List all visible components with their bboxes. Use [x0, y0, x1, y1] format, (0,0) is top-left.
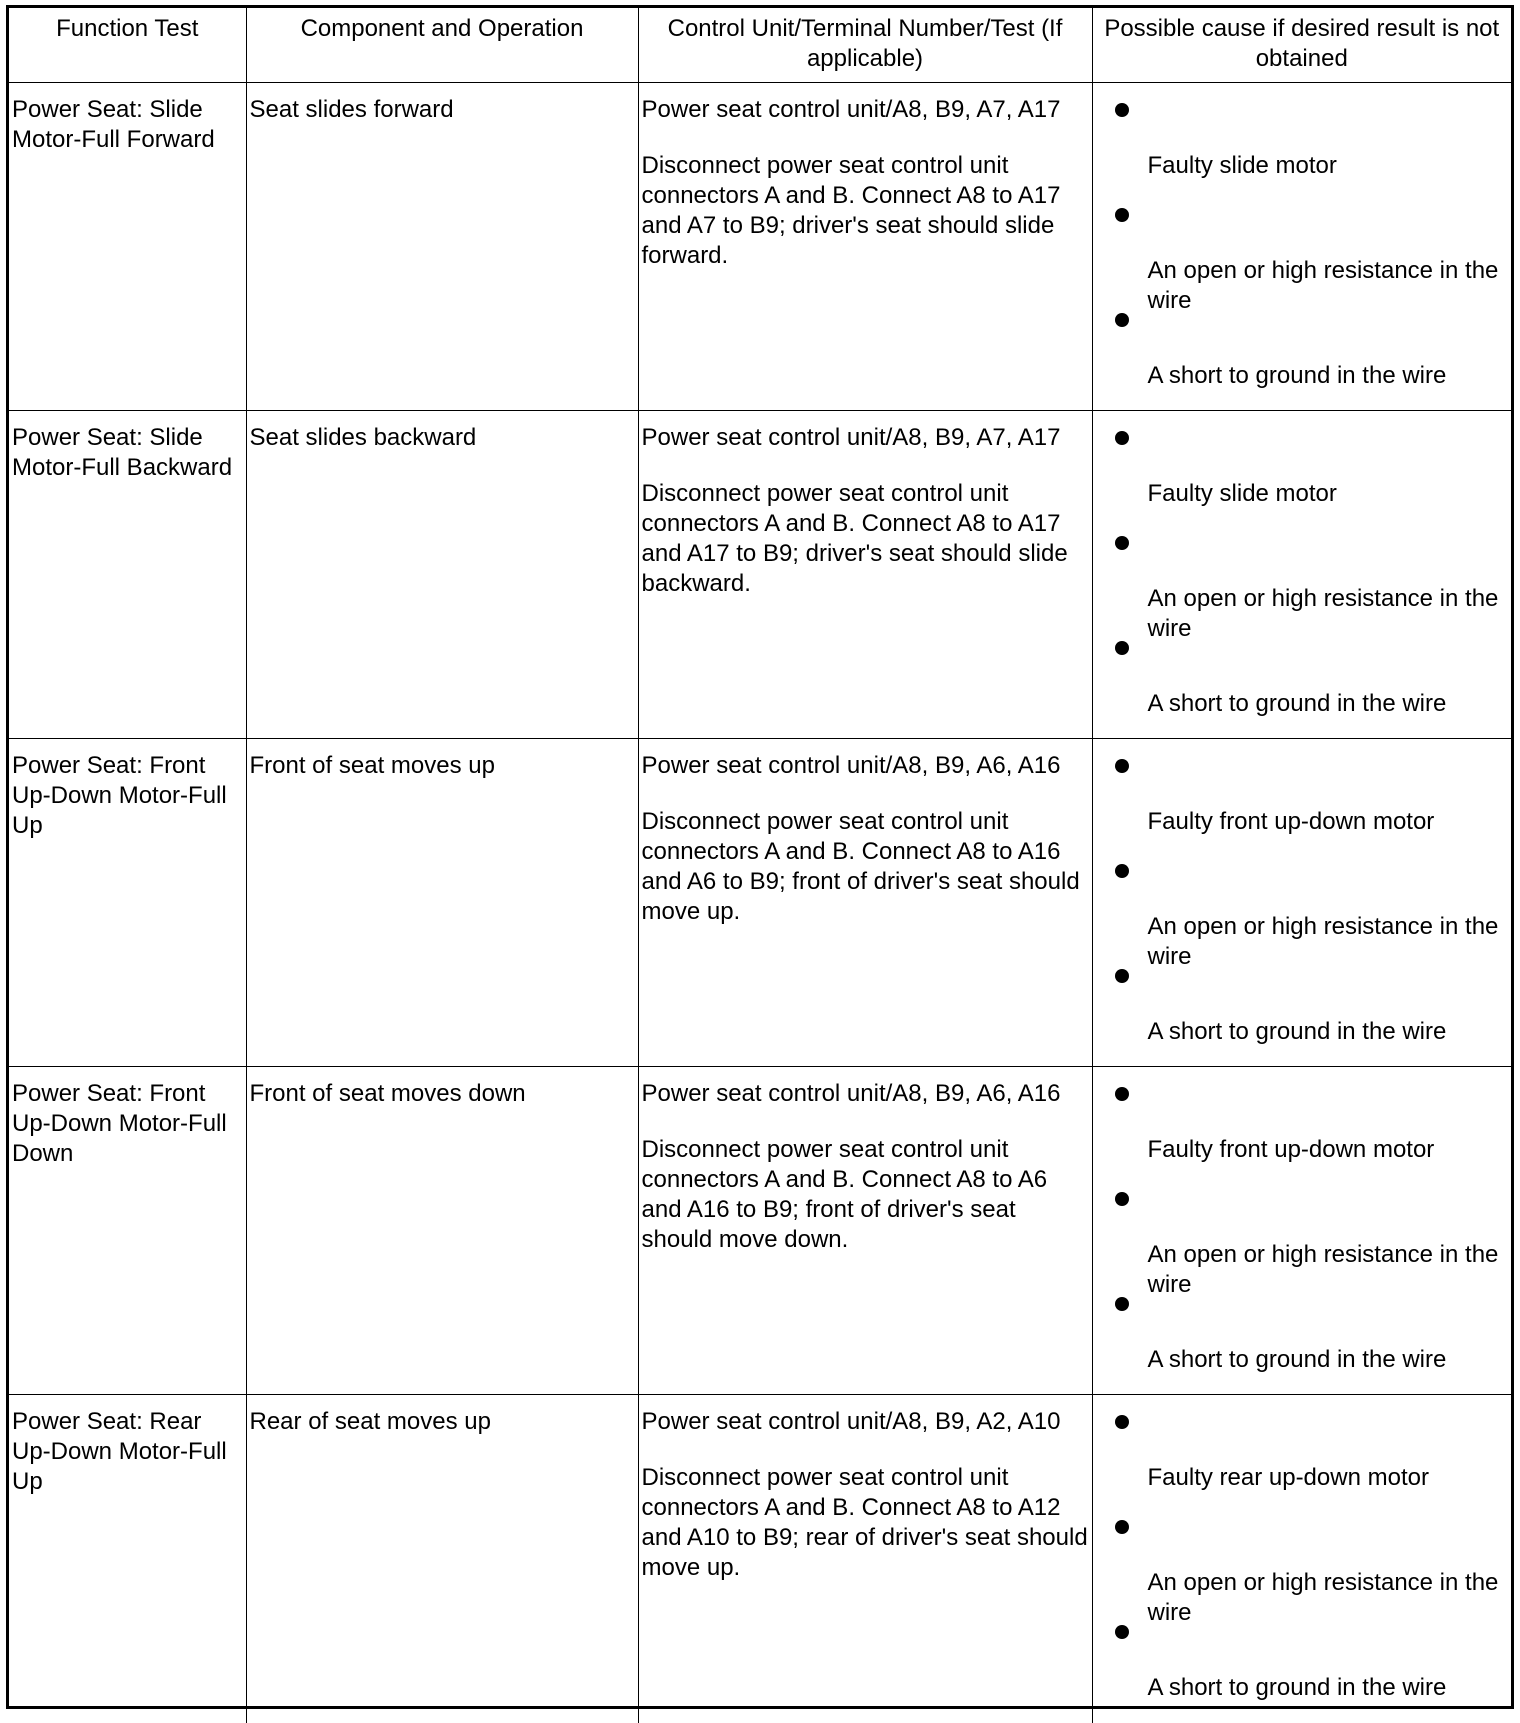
test-procedure: Disconnect power seat control unit connectors A and B. Connect A8 to A17 and A7 to B9; driver's seat should slide forward.: [641, 152, 1061, 269]
test-procedure: Disconnect power seat control unit connectors A and B. Connect A8 to A17 and A17 to B9; driver's seat should slide backward.: [641, 480, 1068, 597]
cause-text: A short to ground in the wire: [1147, 1018, 1447, 1045]
header-possible-cause: Possible cause if desired result is not obtained: [1092, 8, 1511, 83]
cause-item: [1096, 528, 1510, 642]
cause-text: An open or high resistance in the wire: [1147, 1569, 1499, 1626]
bullet-icon: [1115, 1297, 1129, 1311]
control-unit-cell: [638, 1067, 1092, 1395]
cause-list: [1096, 751, 1510, 1045]
possible-cause-cell: [1092, 1067, 1511, 1395]
cause-text: An open or high resistance in the wire: [1147, 585, 1499, 642]
cause-item: [1096, 95, 1510, 200]
cause-text: A short to ground in the wire: [1147, 362, 1447, 389]
cause-text: Faulty slide motor: [1147, 480, 1337, 507]
header-function-test: Function Test: [9, 8, 246, 83]
cause-text: An open or high resistance in the wire: [1147, 257, 1499, 314]
cause-text: Faulty rear up-down motor: [1147, 1464, 1429, 1491]
table-row: [9, 411, 1511, 739]
bullet-icon: [1115, 1415, 1129, 1429]
cause-item: [1096, 200, 1510, 314]
cause-text: Faulty front up-down motor: [1147, 1136, 1435, 1163]
cause-list: [1096, 1407, 1510, 1701]
bullet-icon: [1115, 759, 1129, 773]
cause-list: [1096, 1079, 1510, 1373]
function-cell: Power Seat: Front Up-Down Motor-Full Up: [9, 739, 246, 1067]
function-test-table-frame: [6, 5, 1514, 1709]
function-cell: Power Seat: Slide Motor-Full Forward: [9, 83, 246, 411]
bullet-icon: [1115, 1087, 1129, 1101]
cause-list: [1096, 95, 1510, 389]
function-cell: Power Seat: Rear Up-Down Motor-Full Up: [9, 1395, 246, 1723]
bullet-icon: [1115, 641, 1129, 655]
bullet-icon: [1115, 1625, 1129, 1639]
cause-item: [1096, 1184, 1510, 1298]
bullet-icon: [1115, 431, 1129, 445]
cause-text: Faulty slide motor: [1147, 152, 1337, 179]
cause-item: [1096, 1512, 1510, 1626]
bullet-icon: [1115, 208, 1129, 222]
component-cell: Rear of seat moves up: [246, 1395, 638, 1723]
cause-text: A short to ground in the wire: [1147, 1674, 1447, 1701]
table-row: [9, 83, 1511, 411]
header-component-operation: Component and Operation: [246, 8, 638, 83]
table-row: [9, 739, 1511, 1067]
possible-cause-cell: [1092, 1395, 1511, 1723]
table-row: [9, 1395, 1511, 1723]
control-unit-cell: [638, 411, 1092, 739]
test-procedure: Disconnect power seat control unit connectors A and B. Connect A8 to A6 and A16 to B9; front of driver's seat should move down.: [641, 1136, 1048, 1253]
test-procedure: Disconnect power seat control unit connectors A and B. Connect A8 to A12 and A10 to B9; rear of driver's seat should move up.: [641, 1464, 1088, 1581]
component-cell: Seat slides forward: [246, 83, 638, 411]
bullet-icon: [1115, 969, 1129, 983]
cause-item: [1096, 1407, 1510, 1512]
control-unit-terminals: Power seat control unit/A8, B9, A6, A16: [641, 752, 1061, 779]
function-cell: Power Seat: Slide Motor-Full Backward: [9, 411, 246, 739]
possible-cause-cell: [1092, 83, 1511, 411]
bullet-icon: [1115, 313, 1129, 327]
cause-item: [1096, 1079, 1510, 1184]
cause-item: [1096, 856, 1510, 970]
bullet-icon: [1115, 864, 1129, 878]
control-unit-terminals: Power seat control unit/A8, B9, A7, A17: [641, 96, 1061, 123]
possible-cause-cell: [1092, 411, 1511, 739]
component-cell: Seat slides backward: [246, 411, 638, 739]
cause-text: Faulty front up-down motor: [1147, 808, 1435, 835]
bullet-icon: [1115, 1192, 1129, 1206]
component-cell: Front of seat moves down: [246, 1067, 638, 1395]
test-procedure: Disconnect power seat control unit connectors A and B. Connect A8 to A16 and A6 to B9; front of driver's seat should move up.: [641, 808, 1080, 925]
control-unit-cell: [638, 739, 1092, 1067]
header-control-unit-test: Control Unit/Terminal Number/Test (If applicable): [638, 8, 1092, 83]
cause-text: A short to ground in the wire: [1147, 690, 1447, 717]
table-row: [9, 1067, 1511, 1395]
control-unit-terminals: Power seat control unit/A8, B9, A2, A10: [641, 1408, 1061, 1435]
header-row: [9, 8, 1511, 83]
cause-list: [1096, 423, 1510, 717]
control-unit-terminals: Power seat control unit/A8, B9, A7, A17: [641, 424, 1061, 451]
bullet-icon: [1115, 103, 1129, 117]
component-cell: Front of seat moves up: [246, 739, 638, 1067]
function-cell: Power Seat: Front Up-Down Motor-Full Down: [9, 1067, 246, 1395]
control-unit-cell: [638, 83, 1092, 411]
cause-text: An open or high resistance in the wire: [1147, 913, 1499, 970]
cause-item: [1096, 423, 1510, 528]
control-unit-cell: [638, 1395, 1092, 1723]
bullet-icon: [1115, 536, 1129, 550]
possible-cause-cell: [1092, 739, 1511, 1067]
control-unit-terminals: Power seat control unit/A8, B9, A6, A16: [641, 1080, 1061, 1107]
cause-text: An open or high resistance in the wire: [1147, 1241, 1499, 1298]
bullet-icon: [1115, 1520, 1129, 1534]
function-test-table: [9, 8, 1511, 1723]
cause-item: [1096, 751, 1510, 856]
cause-text: A short to ground in the wire: [1147, 1346, 1447, 1373]
